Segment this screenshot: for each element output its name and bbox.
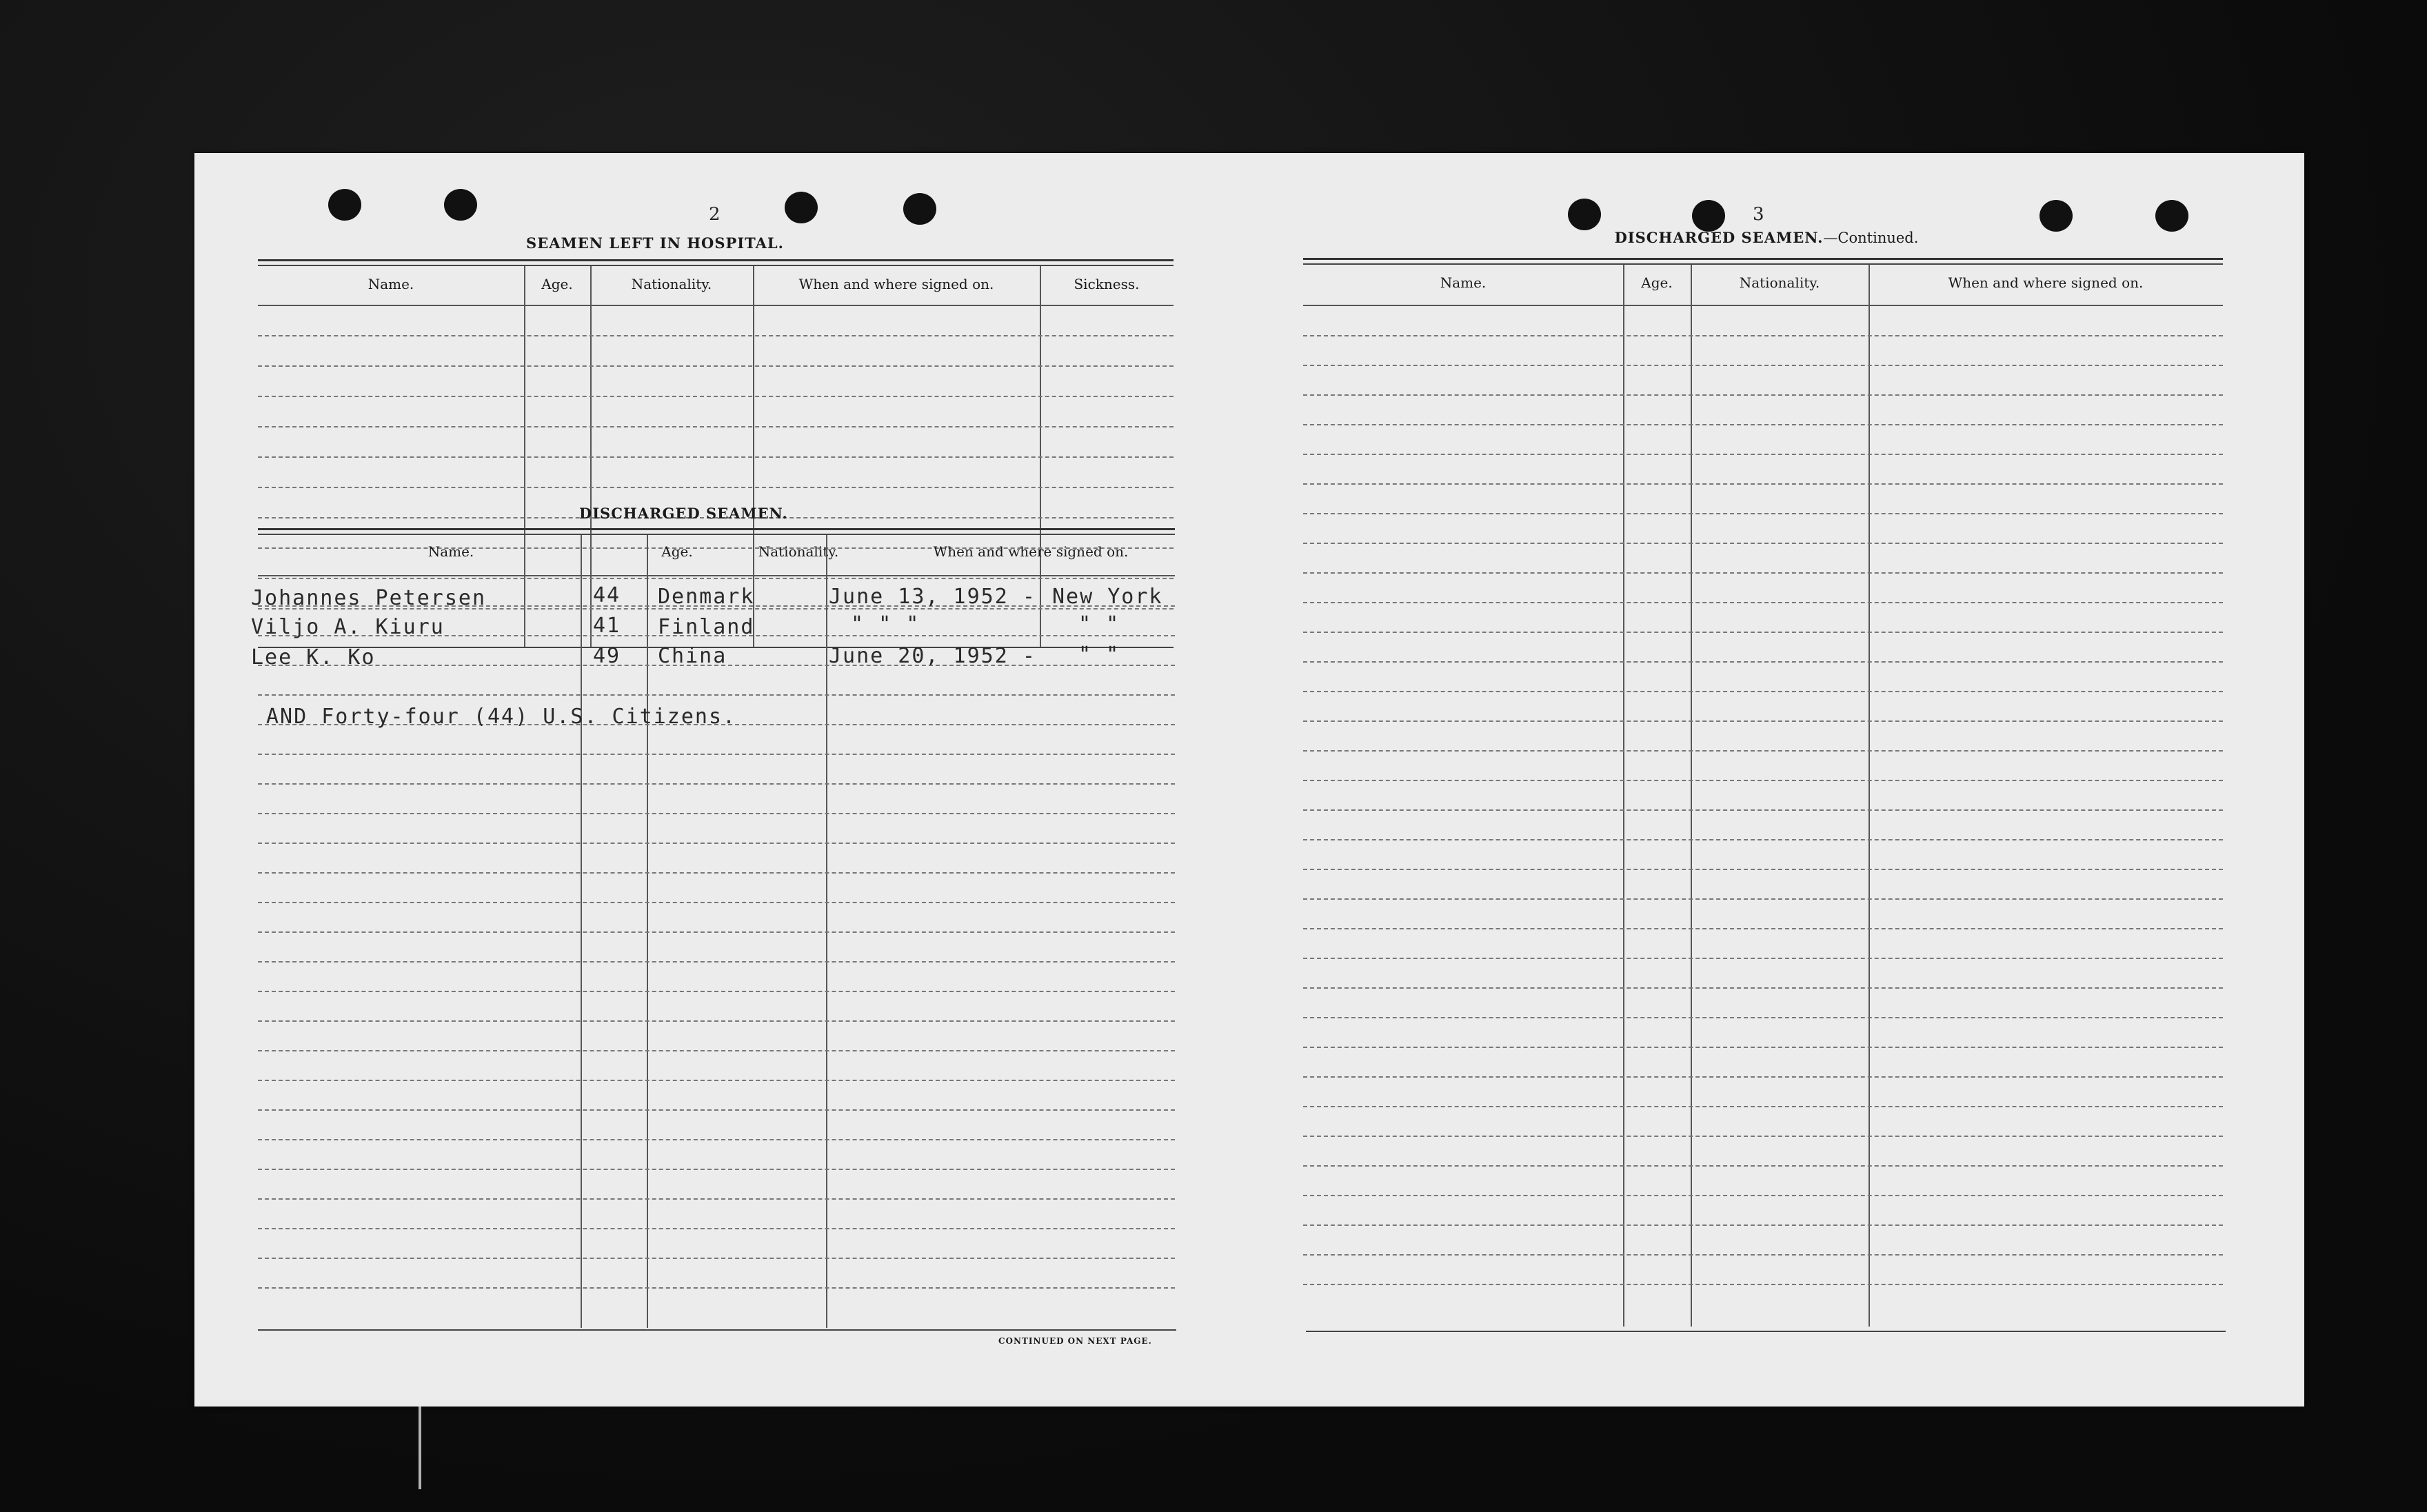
ruled-line	[1303, 869, 2223, 870]
entry-age: 44	[593, 583, 621, 607]
ruled-line	[1303, 365, 2223, 366]
hospital-col-age: Age.	[541, 276, 573, 292]
document-sheet	[194, 153, 2304, 1407]
ruled-line	[258, 783, 1175, 785]
punch-hole	[2040, 200, 2073, 232]
ruled-line	[258, 991, 1175, 992]
entry-signed-on: June 13, 1952 -	[829, 585, 1036, 609]
discharged-col-name: Name.	[427, 543, 474, 560]
ruled-line	[1303, 987, 2223, 989]
right-title-suffix: —Continued.	[1823, 230, 1919, 246]
ruled-line	[1303, 809, 2223, 811]
right-page-number: 3	[1753, 204, 1764, 225]
ruled-line	[1303, 750, 2223, 752]
ruled-line	[258, 1109, 1175, 1111]
entry-signed-on: " " "	[851, 612, 920, 636]
hospital-col-sickness: Sickness.	[1074, 276, 1140, 292]
ruled-line	[258, 1258, 1175, 1259]
right-top-rule	[1303, 258, 2223, 260]
ruled-line	[258, 365, 1174, 367]
ruled-line	[1303, 780, 2223, 781]
discharged-col-nationality: Nationality.	[758, 543, 839, 560]
binder-mark	[419, 1407, 421, 1489]
ruled-line	[258, 426, 1174, 427]
right-col-name: Name.	[1440, 274, 1487, 291]
entry-note: AND Forty-four (44) U.S. Citizens.	[266, 705, 737, 729]
entry-name: Viljo A. Kiuru	[251, 615, 445, 639]
ruled-line	[258, 843, 1175, 844]
ruled-line	[1303, 898, 2223, 900]
ruled-line	[258, 754, 1175, 755]
hospital-section-title: SEAMEN LEFT IN HOSPITAL.	[526, 234, 784, 252]
continued-footer: CONTINUED ON NEXT PAGE.	[998, 1336, 1152, 1346]
ruled-line	[1303, 1047, 2223, 1048]
hospital-top-rule	[258, 259, 1174, 261]
ruled-line	[1303, 661, 2223, 663]
punch-hole	[1568, 199, 1601, 230]
punch-hole	[2155, 200, 2188, 232]
entry-age: 41	[593, 614, 621, 638]
ruled-line	[258, 961, 1175, 962]
ruled-line	[258, 1139, 1175, 1140]
ruled-line	[258, 456, 1174, 458]
right-col-age: Age.	[1641, 274, 1673, 291]
left-page-number: 2	[709, 204, 721, 225]
punch-hole	[444, 189, 477, 221]
ruled-line	[258, 1169, 1175, 1170]
entry-place: " "	[1078, 612, 1120, 636]
ruled-line	[258, 335, 1174, 336]
ruled-line	[1303, 1106, 2223, 1107]
entry-name: Johannes Petersen	[251, 586, 487, 610]
discharged-top-rule-2	[258, 534, 1175, 535]
right-col-signed-on: When and where signed on.	[1948, 274, 2144, 291]
ruled-line	[1303, 602, 2223, 603]
hospital-col-nationality: Nationality.	[631, 276, 712, 292]
ruled-line	[258, 902, 1175, 903]
discharged-section-title: DISCHARGED SEAMEN.	[579, 505, 788, 522]
entry-nationality: China	[658, 644, 727, 668]
discharged-bottom-rule	[258, 1329, 1176, 1331]
ruled-line	[1303, 1195, 2223, 1196]
right-title-text: DISCHARGED SEAMEN.	[1614, 229, 1824, 246]
ruled-line	[258, 931, 1175, 933]
ruled-line	[1303, 454, 2223, 455]
ruled-line	[1303, 424, 2223, 425]
ruled-line	[1303, 691, 2223, 692]
entry-signed-on: June 20, 1952 -	[829, 644, 1036, 668]
ruled-line	[258, 1050, 1175, 1051]
ruled-line	[258, 694, 1175, 696]
discharged-col-age: Age.	[661, 543, 693, 560]
ruled-line	[258, 1287, 1175, 1289]
entry-name: Lee K. Ko	[251, 645, 376, 669]
entry-age: 49	[593, 644, 621, 668]
punch-hole	[328, 189, 361, 221]
ruled-line	[1303, 394, 2223, 396]
hospital-col-name: Name.	[367, 276, 414, 292]
discharged-top-rule	[258, 528, 1175, 530]
discharged-col-signed-on: When and where signed on.	[933, 543, 1129, 560]
hospital-top-rule-2	[258, 265, 1174, 266]
ruled-line	[258, 1080, 1175, 1081]
ruled-line	[1303, 928, 2223, 929]
ruled-line	[1303, 543, 2223, 544]
ruled-line	[1303, 1076, 2223, 1078]
ruled-line	[1303, 513, 2223, 514]
right-col-nationality: Nationality.	[1739, 274, 1820, 291]
punch-hole	[903, 193, 936, 225]
ruled-line	[1303, 572, 2223, 574]
ruled-line	[1303, 632, 2223, 633]
right-top-rule-2	[1303, 263, 2223, 265]
ruled-line	[1303, 483, 2223, 485]
ruled-line	[1303, 335, 2223, 336]
ruled-line	[1303, 839, 2223, 840]
entry-nationality: Finland	[658, 615, 755, 639]
ruled-line	[258, 487, 1174, 488]
punch-hole	[785, 192, 818, 223]
ruled-line	[1303, 1165, 2223, 1167]
ruled-line	[258, 1198, 1175, 1200]
ruled-line	[258, 396, 1174, 397]
entry-place: New York	[1052, 585, 1163, 609]
hospital-col-signed-on: When and where signed on.	[798, 276, 994, 292]
ruled-line	[1303, 1224, 2223, 1226]
entry-place: " "	[1078, 643, 1120, 667]
ruled-line	[258, 1228, 1175, 1229]
entry-nationality: Denmark	[658, 585, 755, 609]
ruled-line	[258, 813, 1175, 814]
hospital-header-rule	[258, 305, 1174, 306]
right-section-title	[1594, 229, 1939, 246]
ruled-line	[1303, 1254, 2223, 1256]
ruled-line	[258, 872, 1175, 874]
discharged-header-rule	[258, 575, 1175, 576]
ruled-line	[258, 1020, 1175, 1022]
ruled-line	[1303, 1017, 2223, 1018]
right-bottom-rule	[1306, 1331, 2226, 1332]
ruled-line	[1303, 720, 2223, 722]
ruled-line	[1303, 1284, 2223, 1285]
ruled-line	[258, 578, 1174, 579]
ruled-line	[1303, 1136, 2223, 1137]
ruled-line	[1303, 958, 2223, 959]
punch-hole	[1692, 200, 1725, 232]
right-header-rule	[1303, 305, 2223, 306]
